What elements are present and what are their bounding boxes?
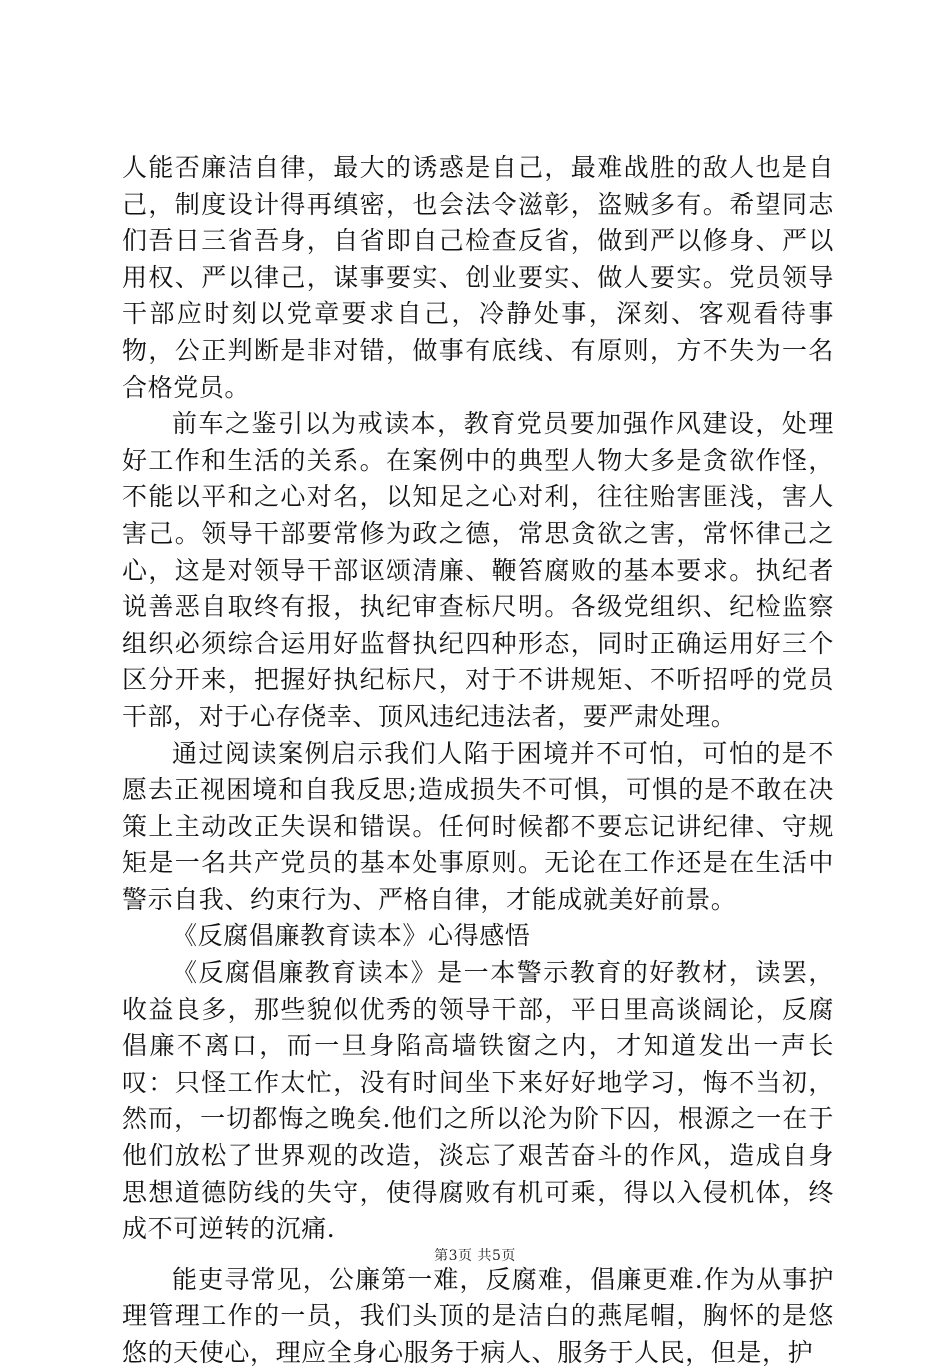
paragraph-lessons-reader: 前车之鉴引以为戒读本，教育党员要加强作风建设，处理好工作和生活的关系。在案例中的典型人物大多是贪欲作怪，不能以平和之心对名，以知足之心对利，往往贻害匪浅，害人害己。领导干部要常修为政之德，常思贪欲之害，常怀律己之心，这是对领导干部讴颂清廉、鞭笞腐败的基本要求。执纪者说善恶自取终有报，执纪审查标尺明。各级党组织、纪检监察组织必须综合运用好监督执纪四种形态，同时正确运用好三个区分开来，把握好执纪标尺，对于不讲规矩、不听招呼的党员干部，对于心存侥幸、顶风违纪违法者，要严肃处理。 xyxy=(122,409,834,731)
page-number-footer: 第3页 共5页 xyxy=(434,1248,516,1264)
document-body xyxy=(122,150,834,1372)
section-title: 《反腐倡廉教育读本》心得感悟 xyxy=(172,921,531,951)
paragraph-nursing-management: 能吏寻常见，公廉第一难，反腐难，倡廉更难.作为从事护理管理工作的一员，我们头顶的是洁白的燕尾帽，胸怀的是悠悠的天使心，理应全身心服务于病人、服务于人民，但是，护 xyxy=(122,1264,834,1367)
paragraph-self-discipline: 人能否廉洁自律，最大的诱惑是自己，最难战胜的敌人也是自己，制度设计得再缜密，也会法令滋彰，盗贼多有。希望同志们吾日三省吾身，自省即自己检查反省，做到严以修身、严以用权、严以律己，谋事要实、创业要实、做人要实。党员领导干部应时刻以党章要求自己，冷静处事，深刻、客观看待事物，公正判断是非对错，做事有底线、有原则，方不失为一名合格党员。 xyxy=(122,153,834,402)
paragraph-case-insights: 通过阅读案例启示我们人陷于困境并不可怕，可怕的是不愿去正视困境和自我反思;造成损失不可惧，可惧的是不敢在决策上主动改正失误和错误。任何时候都不要忘记讲纪律、守规矩是一名共产党员的基本处事原则。无论在工作还是在生活中警示自我、约束行为、严格自律，才能成就美好前景。 xyxy=(122,738,834,914)
paragraph-reading-reflection: 《反腐倡廉教育读本》是一本警示教育的好教材，读罢，收益良多，那些貌似优秀的领导干部，平日里高谈阔论，反腐倡廉不离口，而一旦身陷高墙铁窗之内，才知道发出一声长叹：只怪工作太忙，没有时间坐下来好好地学习，悔不当初，然而，一切都悔之晚矣.他们之所以沦为阶下囚，根源之一在于他们放松了世界观的改造，淡忘了艰苦奋斗的作风，造成自身思想道德防线的失守，使得腐败有机可乘，得以入侵机体，终成不可逆转的沉痛. xyxy=(122,958,834,1244)
